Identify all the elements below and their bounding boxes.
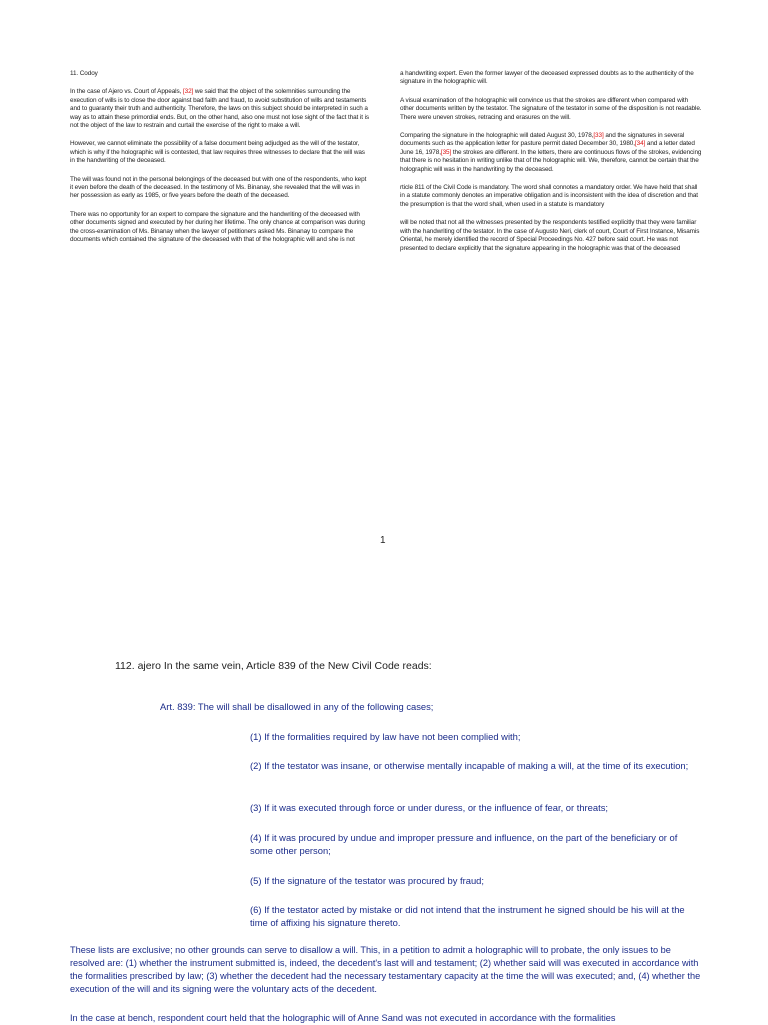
article-title: Art. 839: The will shall be disallowed in any of the following cases; [160,701,434,712]
footnote-ref[interactable]: [35] [440,148,452,156]
case-item: (2) If the testator was insane, or otherwise mentally incapable of making a will, at the time of its execution; [250,760,689,771]
paragraph: There was no opportunity for an expert to compare the signature and the handwriting of the deceased with other documents signed and executed by her during her lifetime. The only chance at comparison was during the cross-examination of Ms. Binanay when the lawyer of petitioners asked Ms. Binanay to compare the documents which contained the signature of the deceased with that of the holographic will and she is not [70,210,365,244]
paragraph: rticle 811 of the Civil Code is mandatory. The word shall connotes a mandatory order. We have held that shall in a statute commonly denotes an imperative obligation and is inconsistent with the idea of discretion and that the presumption is that the word shall, when used in a statute is mandatory [400,184,698,208]
case-item: (4) If it was procured by undue and improper pressure and influence, on the part of the beneficiary or of some other person; [250,832,678,856]
paragraph: The will was found not in the personal belongings of the deceased but with one of the respondents, who kept it even before the death of the deceased. In the testimony of Ms. Binanay, she revealed that the will was in her possession as early as 1985, or five years before the death of the deceased. [70,175,367,200]
left-column [70,70,370,255]
case-item: (6) If the testator acted by mistake or did not intend that the instrument he signed should be his will at the time of affixing his signature thereto. [250,904,685,928]
page-number: 1 [380,535,386,546]
paragraph: In the case of Ajero vs. Court of Appeals, [32] we said that the object of the solemnities surrounding the execution of wills is to close the door against bad faith and fraud, to avoid substitution of wills and testaments and to guaranty their truth and authenticity. Therefore, the laws on this subject should be interpreted in such a way as to attain these primordial ends. But, on the other hand, also one must not lose sight of the fact that it is not the object of the law to restrain and curtail the exercise of the right to make a will. [70,88,369,130]
case-item: (5) If the signature of the testator was procured by fraud; [250,875,484,886]
paragraph: will be noted that not all the witnesses presented by the respondents testified explicitly that they were familiar with the handwriting of the testator. In the case of Augusto Neri, clerk of court, Court of First Instance, Misamis Oriental, he merely identified the record of Special Proceedings No. 427 before said court. He was not presented to declare explicitly that the signature appearing in the holographic was that of the deceased [400,219,700,252]
footnote-ref[interactable]: [33] [593,132,604,140]
footnote-ref[interactable]: [32] [182,88,194,96]
paragraph: a handwriting expert. Even the former lawyer of the deceased expressed doubts as to the authenticity of the signature in the holographic will. [400,70,694,86]
paragraph: Comparing the signature in the holographic will dated August 30, 1978,[33] and the signatures in several documents such as the application letter for pasture permit dated December 30, 1980,[34] and a letter dated June 16, 1978,[35] the strokes are different. In the letters, there are continuous flows of the strokes, evidencing that there is no hesitation in writing unlike that of the holographic will. We, therefore, cannot be certain that the holographic will was in the handwriting by the deceased. [400,132,702,173]
case-item: (3) If it was executed through force or under duress, or the influence of fear, or threats; [250,802,609,813]
case-item: (1) If the formalities required by law have not been complied with; [250,731,521,742]
closing-paragraph: These lists are exclusive; no other grounds can serve to disallow a will. This, in a petition to admit a holographic will to probate, the only issues to be resolved are: (1) whether the instrument submitted is, indeed, the decedent's last will and testament; (2) whether said will was executed in accordance with the formalities prescribed by law; (3) whether the decedent had the necessary testamentary capacity at the time the will was executed; and, (4) whether the execution of the will and its signing were the voluntary acts of the decedent. [70,945,701,994]
lower-heading: 112. ajero In the same vein, Article 839 of the New Civil Code reads: [115,660,432,672]
section-heading: 11. Codoy [70,70,98,77]
right-column [400,70,702,263]
paragraph: A visual examination of the holographic will convince us that the strokes are different when compared with other documents written by the testator. The signature of the testator in some of the disposition is not readable. There were uneven strokes, retracing and erasures on the will. [400,96,702,121]
paragraph: However, we cannot eliminate the possibility of a false document being adjudged as the will of the testator, which is why if the holographic will is contested, that law requires three witnesses to declare that the will was in the handwriting of the deceased. [70,140,365,165]
footnote-ref[interactable]: [34] [634,140,646,148]
truncated-line: In the case at bench, respondent court held that the holographic will of Anne Sand was not executed in accordance with the formalities [70,1013,616,1023]
